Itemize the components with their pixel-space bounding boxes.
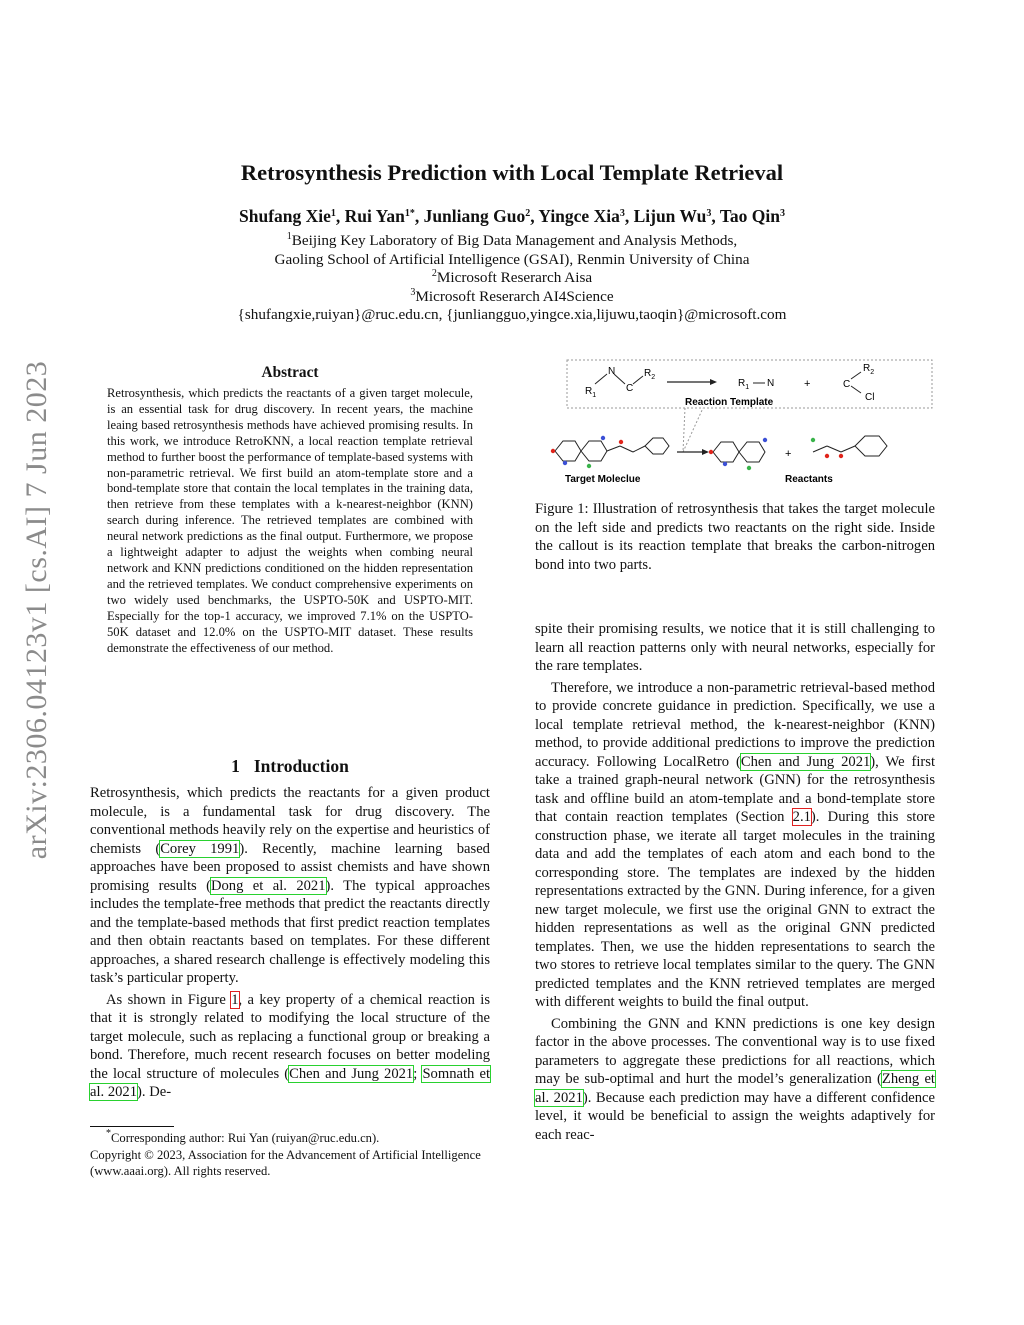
oxygen-atom-dot [551, 449, 555, 453]
section-ref-link[interactable]: 2.1 [792, 809, 811, 825]
figure-ref-link[interactable]: 1 [231, 991, 239, 1008]
plus-sign: + [785, 448, 792, 460]
author-name: Junliang Guo [423, 206, 526, 226]
nitrogen-atom-dot [723, 462, 727, 466]
fluorine-atom-dot [587, 464, 591, 468]
atom-R1: $R_1$ [738, 378, 750, 391]
author-mark: 3 [706, 208, 712, 219]
reactants-label: Reactants [785, 474, 833, 485]
paper-title: Retrosynthesis Prediction with Local Template Retrieval [240, 160, 784, 185]
author-name: Rui Yan [344, 206, 405, 226]
footnote-rule [90, 1126, 174, 1127]
nitrogen-atom-dot [601, 436, 605, 440]
author-name: Shufang Xie [239, 206, 331, 226]
footnote: *Corresponding author: Rui Yan (ruiyan@ruc.edu.cn). Copyright © 2023, Association for the Advancement of Artificial Intelligence (www.aaai.org). All rights reserved. [90, 1130, 490, 1180]
target-molecule-label: Target Moleclue [565, 474, 641, 485]
citation-link[interactable]: Zheng et al. 2021 [535, 1071, 935, 1106]
section-number: 1 [231, 756, 240, 776]
author-mark: 1* [404, 208, 415, 219]
atom-C: C [843, 379, 851, 390]
author-mark: 1 [330, 208, 336, 219]
author-name: Lijun Wu [633, 206, 707, 226]
intro-paragraph-5: Combining the GNN and KNN predictions is one key design factor in the above processes. The conventional way is to use fixed parameters to aggregate these predictions for all reactions, which may be sub-optimal and hurt the model’s generalization (Zheng et al. 2021). Because each prediction may have a different confidence level, it would be beneficial to assign the weights adaptively for each reac- [535, 1015, 935, 1143]
author-mark: 3 [619, 208, 625, 219]
affiliation-3: Microsoft Reserarch AI4Science [415, 287, 614, 305]
citation-link[interactable]: Corey 1991 [160, 840, 240, 857]
footnote-text: Corresponding author: Rui Yan (ruiyan@ruc.edu.cn). [111, 1131, 380, 1145]
callout-pointer [683, 408, 703, 452]
citation-link[interactable]: Chen and Jung 2021 [289, 1065, 414, 1082]
reactant-1 [713, 442, 765, 462]
intro-paragraph-4: Therefore, we introduce a non-parametric retrieval-based method to provide concrete guidance in prediction. Specifically, we use a local template retrieval method, the k-nearest-neighbor (KNN) method, to provide additional predictions to improve the prediction accuracy. Following LocalRetro (Chen and Jung 2021), We first take a trained graph-neural network (GNN) for the retrosynthesis task and offline build an atom-template and a bond-template store that contain reaction templates (Section 2.1). During this store construction phase, we iterate all target molecules in the training data and add the templates of each atom and each bond to the corresponding store. The templates are indexed by the hidden representations extracted by the GNN. During inference, for a given new target molecule, we first use the original GNN to extract the hidden representations as well as the original GNN predicted templates. Then, we use the hidden representations to search the two stores to retrieve local templates similar to the query. The GNN predicted templates and the KNN retrieved templates are merged with different weights to build the final output. [535, 679, 935, 1010]
abstract-heading: Abstract [261, 364, 319, 381]
atom-C: C [626, 383, 634, 394]
affiliations: $^1$Beijing Key Laboratory of Big Data Management and Analysis Methods, Gaoling School of Artificial Intelligence (GSAI), Renmin University of China $^2$Microsoft Reserarch Aisa $^3$Microsoft Reserarch AI4Science {shufangxie,ruiyan}@ruc.edu.cn, {junliangguo,yingce.xia,lijuwu,taoqin}@microsoft.com [0, 232, 1024, 325]
author-mark: 3 [779, 208, 785, 219]
oxygen-atom-dot [839, 454, 843, 458]
atom-R1: $R_1$ [585, 386, 597, 399]
author-list: Shufang Xie$^1$, Rui Yan$^{1*}$, Junliang Guo$^2$, Yingce Xia$^3$, Lijun Wu$^3$, Tao Qin$^3$ [239, 206, 785, 226]
intro-paragraph-1: Retrosynthesis, which predicts the reactants for a given product molecule, is a fundamental task for drug discovery. The conventional methods heavily rely on the expertise and heuristics of chemists (Corey 1991). Recently, machine learning based approaches have been proposed to assist chemists and have shown promising results (Dong et al. 2021). The typical approaches includes the template-free methods that predict the reactants directly and the template-based methods that first predict reaction templates and then obtain reactants based on templates. For these different approaches, a shared research challenge is effectively modeling this task’s particular property. [90, 785, 491, 986]
section-heading-introduction [90, 756, 490, 777]
author-name: Tao Qin [719, 206, 780, 226]
nitrogen-atom-dot [763, 438, 767, 442]
plus-sign: + [804, 378, 811, 390]
citation-link[interactable]: Dong et al. 2021 [210, 877, 326, 894]
author-emails: {shufangxie,ruiyan}@ruc.edu.cn, {junliangguo,yingce.xia,lijuwu,taoqin}@microsoft.com [237, 306, 787, 323]
author-name: Yingce Xia [538, 206, 620, 226]
arxiv-identifier: arXiv:2306.04123v1 [cs.AI] 7 Jun 2023 [20, 360, 53, 860]
reactant-2 [813, 436, 887, 456]
oxygen-atom-dot [825, 454, 829, 458]
figure-1-illustration [545, 356, 935, 496]
affiliation-1-line2: Gaoling School of Artificial Intelligence (GSAI), Renmin University of China [274, 250, 750, 268]
abstract-text: Retrosynthesis, which predicts the reactants of a given target molecule, is an essential task for drug discovery. In recent years, the machine leaing based retrosynthesis methods have achieved promising results. In this work, we introduce RetroKNN, a local reaction template retrieval method to further boost the performance of template-based systems with non-parametric retrieval. We first build an atom-template store and a bond-template store that contain the local templates in the training data, then retrieve from these templates with a k-nearest-neighbor (KNN) search during inference. The retrieved templates are combined with neural network predictions as the final output. Furthermore, we propose a lightweight adapter to adjust the weights when combing neural network and KNN predictions conditioned on the hidden representation and the retrieved templates. We conduct comprehensive experiments on two widely used benchmarks, the USPTO-50K and USPTO-MIT. Especially for the top-1 accuracy, we improved 7.1% on the USPTO-50K dataset and 12.0% on the USPTO-MIT dataset. These results demonstrate the effectiveness of our method. [107, 386, 473, 655]
intro-paragraph-3: spite their promising results, we notice that it is still challenging to learn all reaction patterns only with neural networks, especially for the rare templates. [535, 621, 935, 674]
atom-N: N [608, 366, 616, 377]
oxygen-atom-dot [709, 450, 713, 454]
template-arrow-icon [710, 379, 717, 385]
copyright-notice: Copyright © 2023, Association for the Advancement of Artificial Intelligence (www.aaai.org). All rights reserved. [90, 1147, 481, 1178]
nitrogen-atom-dot [563, 461, 567, 465]
author-mark: 2 [525, 208, 531, 219]
abstract-body [107, 386, 473, 656]
atom-R2: $R_2$ [644, 368, 656, 381]
figure-caption-text: Figure 1: Illustration of retrosynthesis that takes the target molecule on the left side and predicts two reactants on the right side. Inside the callout is its reaction template that breaks the carbon-nitrogen bond into two parts. [535, 501, 935, 573]
affiliation-2: Microsoft Reserarch Aisa [436, 269, 593, 286]
right-column-body [535, 620, 935, 1144]
arxiv-sidebar [12, 260, 62, 960]
atom-Cl: Cl [865, 392, 875, 403]
left-column-body [90, 784, 490, 1102]
figure-1-caption [535, 500, 935, 574]
section-title: Introduction [253, 756, 349, 776]
fluorine-atom-dot [747, 466, 751, 470]
affiliation-1-line1: Beijing Key Laboratory of Big Data Management and Analysis Methods, [291, 232, 738, 249]
atom-N: N [767, 378, 775, 389]
citation-link[interactable]: Somnath et al. 2021 [90, 1065, 491, 1100]
intro-paragraph-2: As shown in Figure 1, a key property of a chemical reaction is that it is strongly related to modifying the local structure of the target molecule, such as replacing a functional group or breaking a bond. Therefore, much recent research focuses on better modeling the local structure of molecules (Chen and Jung 2021; Somnath et al. 2021). De- [90, 991, 491, 1100]
atom-R2: $R_2$ [863, 363, 875, 376]
target-molecule [555, 438, 669, 461]
chlorine-atom-dot [811, 438, 815, 442]
oxygen-atom-dot [619, 440, 623, 444]
reaction-arrow-icon [702, 449, 709, 455]
citation-link[interactable]: Chen and Jung 2021 [740, 753, 871, 770]
reaction-template-label: Reaction Template [685, 397, 774, 408]
